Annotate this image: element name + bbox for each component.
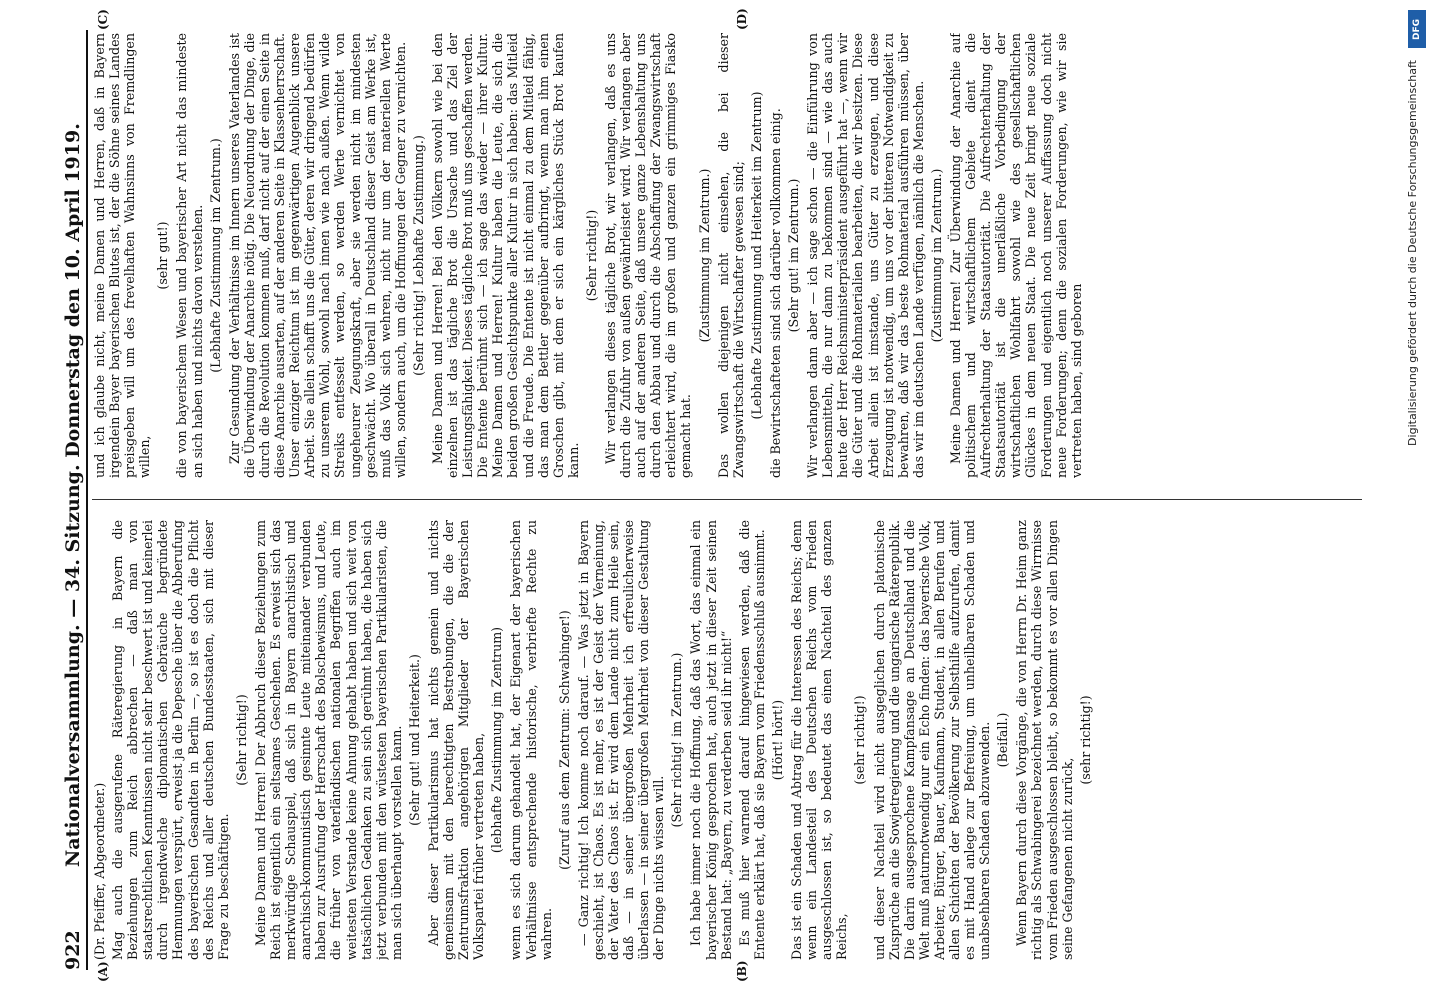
text-paragraph: Aber dieser Partikularismus hat nichts gemein und nichts gemeinsam mit den berechtigten Bestrebungen, die die der Zentrumsfraktion angehörigen Mitglieder der Bayerischen Volkspartei früher vertreten haben, <box>425 520 487 960</box>
interjection: (Lebhafte Zustimmung im Zentrum.) <box>207 138 223 373</box>
text-paragraph: Wir verlangen dieses tägliche Brot, wir verlangen, daß es uns durch die Zufuhr von außen gewährleistet wird. Wir verlangen aber auch auf der anderen Seite, daß unsere ganze Lebenshaltung uns durch den Abbau und durch die Abschaffung der Zwangswirtschaft erleichtert wird, die im großen und ganzen ein grimmiges Fiasko gemacht hat. <box>603 33 694 478</box>
interjection: (Lebhafte Zustimmung und Heiterkeit im Zentrum) <box>748 91 764 420</box>
interjection: (sehr richtig!) <box>852 695 868 785</box>
text-paragraph: und dieser Nachteil wird nicht ausgeglichen durch platonische Zusprüche an die Sowjetregierung und die ungarische Räterepublik. Die darin ausgesprochene Kampfansage an Deutschland und die Welt muß naturnotwendig nur ein Echo finden: das bayerische Volk, Arbeiter, Bürger, Bauer, Kaufmann, Student, in allen Berufen und allen Schichten der Bevölkerung zur Selbsthilfe aufzurufen, damit es mit Hand anlege zur Befreiung, um unheilbaren Schaden und unabsehbaren Schaden abzuwenden. <box>871 520 993 960</box>
interjection: (Sehr richtig!) <box>233 694 249 786</box>
interjection: (Hört! hört!) <box>769 699 785 781</box>
interjection: (Sehr richtig! im Zentrum.) <box>669 652 685 828</box>
text-paragraph: die Bewirtschafteten sind sich darüber vollkommen einig. <box>767 108 783 478</box>
right-column <box>92 33 1362 478</box>
text-paragraph: Meine Damen und Herren! Zur Überwindung der Anarchie auf politischem und wirtschaftlichem Gebiete dient die Aufrechterhaltung der Staatsautorität. Die Aufrechterhaltung der Staatsautorität ist die unerläßliche Vorbedingung der wirtschaftlichen Wohlfahrt sowohl wie des gesellschaftlichen Glückes in dem neuen Staat. Die neue Zeit bringt neue soziale Forderungen und eigentlich noch unserer Auffassung doch nicht neue Forderungen; denn die sozialen Forderungen, wie wir sie vertreten haben, sind geboren <box>947 33 1084 478</box>
margin-marker-d: (D) <box>735 8 749 30</box>
text-paragraph: wenn es sich darum gehandelt hat, der Eigenart der bayerischen Verhältnisse entsprechende historische, verbriefte Rechte zu wahren. <box>508 520 554 960</box>
interjection: (sehr gut!) <box>155 221 171 290</box>
interjection: (Zustimmung im Zentrum.) <box>696 168 712 343</box>
page-header <box>50 30 88 970</box>
column-divider <box>92 499 1362 500</box>
text-paragraph: Es muß hier warnend darauf hingewiesen werden, daß die Entente erklärt hat, daß sie Bayern vom Friedensschluß ausnimmt. <box>736 520 767 960</box>
watermark-text: Digitalisierung gefördert durch die Deutsche Forschungsgemeinschaft <box>1406 60 1419 446</box>
text-paragraph: Meine Damen und Herren! Der Abbruch dieser Beziehungen zum Reich ist eigentlich ein seltsames Geschehen. Es erweist sich das merkwürdige Schauspiel, daß sich in Bayern anarchistisch und anarchisch-kommunistisch gesinnte Leute miteinander verbunden haben zur Ausrufung der Herrschaft des Bolschewismus, und Leute, die früher von vaterländischen nationalen Begriffen auch im weitesten Verstande keine Ahnung gehabt haben und sich weit von tatsächlichen Gedanken zu sein sich gerühmt haben, die haben sich jetzt verbunden mit den wüstesten bayerischen Partikularisten, die man sich überhaupt vorstellen kann. <box>252 520 404 960</box>
interjection: (Sehr richtig! Lebhafte Zustimmung.) <box>410 135 426 376</box>
text-paragraph: — Ganz richtig! Ich komme noch darauf. — Was jetzt in Bayern geschieht, ist Chaos. Es ist mehr, es ist der Geist der Verneinung, der Vater des Chaos ist. Er wird dem Lande nicht zum Heile sein, daß — in seiner übergroßen Mehrheit ich erfreulicherweise überlassen — in seiner übergroßen Mehrheit von dieser Gestaltung der Dinge nichts wissen will. <box>575 520 667 960</box>
text-paragraph: Wenn Bayern durch diese Vorgänge, die von Herrn Dr. Heim ganz richtig als Schwabingerei bezeichnet werden, durch diese Wirrnisse vom Frieden ausgeschlossen bleibt, so bekommt es vor allen Dingen seine Gefangenen nicht zurück, <box>1014 520 1075 960</box>
text-paragraph: und ich glaube nicht, meine Damen und Herren, daß in Bayern irgendein Bayer bayerischen Blutes ist, der die Söhne seines Landes preisgeben will um des frevelhaften Wahnsinns von Fremdlingen willen, <box>92 33 153 478</box>
watermark <box>1406 10 1430 990</box>
dfg-logo: DFG <box>1408 10 1426 48</box>
interjection: (sehr richtig!) <box>1077 695 1093 785</box>
margin-marker-b: (B) <box>735 960 749 982</box>
text-paragraph: Mag auch die ausgerufene Räteregierung in Bayern die Beziehungen zum Reich abbrechen — daß man von staatsrechtlichen Kenntnissen nicht sehr beschwert ist und keinerlei durch irgendwelche diplomatischen Gebräuche begründete Hemmungen verspürt, erweist ja die Depesche über die Abberufung des bayerischen Gesandten in Berlin —, so ist es doch die Pflicht des Reichs und aller deutschen Bundesstaaten, sich mit dieser Frage zu beschäftigen. <box>110 520 231 960</box>
interjection: (Zuruf aus dem Zentrum: Schwabinger!) <box>556 610 572 870</box>
interjection: (Beifall.) <box>995 712 1011 768</box>
interjection: (Zustimmung im Zentrum.) <box>928 168 944 343</box>
page-number: 922 <box>62 930 84 970</box>
text-paragraph: Zur Gesundung der Verhältnisse im Innern unseres Vaterlandes ist die Überwindung der Anarchie nötig. Die Neuordnung der Dinge, die durch die Revolution kommen muß, darf nicht auf der einen Seite in diese Anarchie ausarten, auf der anderen Seite in Klassenherrschaft. Unser einziger Reichtum ist im gegenwärtigen Augenblick unsere Arbeit. Sie allein schafft uns die Güter, deren wir dringend bedürfen zu unserem Wohl, sowohl nach innen wie nach außen. Wenn wilde Streiks entfesselt werden, so werden Werte vernichtet von ungeheurer Zeugungskraft, aber sie werden nicht im mindesten geschwächt. Wo überall in Deutschland dieser Geist am Werke ist, muß das Volk sich wehren, nicht nur um der materiellen Werte willen, sondern auch, um die Hoffnungen der Gegner zu vernichten. <box>226 33 408 478</box>
text-paragraph: Das wollen diejenigen nicht einsehen, die bei dieser Zwangswirtschaft die Wirtschafter gewesen sind; <box>715 33 746 478</box>
text-paragraph: Das ist ein Schaden und Abtrag für die Interessen des Reichs; denn wenn ein Landesteil des Deutschen Reichs vom Frieden ausgeschlossen ist, so bedeutet das einen Nachteil des ganzen Reichs, <box>789 520 850 960</box>
text-paragraph: (Dr. Pfeiffer, Abgeordneter.) <box>92 782 107 960</box>
interjection: (lebhafte Zustimmung im Zentrum) <box>489 626 505 854</box>
margin-marker-a: (A) <box>96 961 110 982</box>
interjection: (Sehr gut! und Heiterkeit.) <box>406 654 422 826</box>
left-column <box>92 520 1362 960</box>
text-paragraph: die von bayerischem Wesen und bayerischer Art nicht das mindeste an sich haben und nichts davon verstehen. <box>174 33 205 478</box>
text-paragraph: Ich habe immer noch die Hoffnung, daß das Wort, das einmal ein bayerischer König gesprochen hat, auch jetzt in dieser Zeit seinen Bestand hat: „Bayern, zu verderben seid ihr nicht!“ <box>688 520 734 960</box>
margin-marker-c: (C) <box>96 9 110 30</box>
interjection: (Sehr richtig!) <box>583 209 599 302</box>
page-title: Nationalversammlung. — 34. Sitzung. Donnerstag den 10. April 1919. <box>62 123 84 868</box>
text-paragraph: Meine Damen und Herren! Bei den Völkern sowohl wie bei den einzelnen ist das tägliche Brot die Ursache und das Ziel der Leistungsfähigkeit. Dieses tägliche Brot muß uns geschaffen werden. Die Entente berühmt sich — ich sage das wieder — ihrer Kultur. Meine Damen und Herren! Kultur haben die Leute, die sich die beiden großen Gesichtspunkte aller Kultur in sich haben: das Mitleid und die Freude. Die Entente ist nicht einmal zu dem Mitleid fähig, das man dem Bettler gegenüber aufbringt, wenn man ihm einen Groschen gibt, mit dem er sich ein kärgliches Stück Brot kaufen kann. <box>429 33 581 478</box>
interjection: (Sehr gut! im Zentrum.) <box>786 178 802 333</box>
text-paragraph: Wir verlangen dann aber — ich sage schon — die Einführung von Lebensmitteln, die nur dann zu bekommen sind — wie das auch heute der Herr Reichsministerpräsident ausgeführt hat —, wenn wir die Güter und die Rohmaterialien bearbeiten, die wir besitzen. Diese Arbeit allein ist imstande, uns Güter zu erzeugen, und diese Erzeugung ist notwendig, um uns vor der bitteren Notwendigkeit zu bewahren, daß wir das beste Rohmaterial ausführen müssen, über das wir im deutschen Lande verfügen, nämlich die Menschen. <box>805 33 926 478</box>
